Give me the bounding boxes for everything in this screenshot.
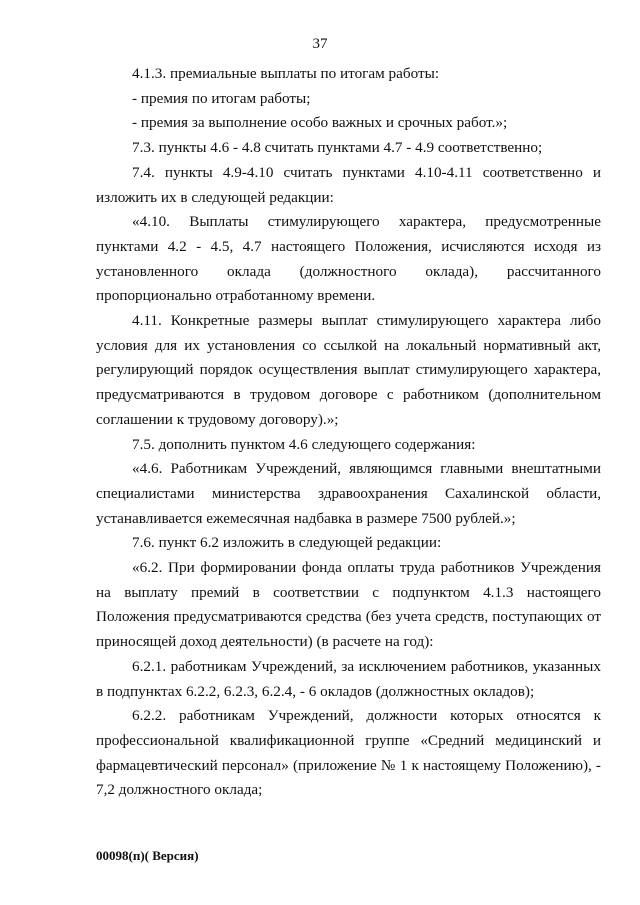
paragraph-7-4: 7.4. пункты 4.9-4.10 считать пунктами 4.10-4.11 соответственно и изложить их в следующей редакции: — [96, 163, 601, 206]
paragraph-4-10: «4.10. Выплаты стимулирующего характера, предусмотренные пунктами 4.2 - 4.5, 4.7 настоящего Положения, исчисляются исходя из установленного оклада (должностного оклада), рассчитанного пропорционально отработанному времени. — [96, 213, 601, 305]
paragraph-bonus-urgent: - премия за выполнение особо важных и срочных работ.»; — [132, 114, 508, 132]
paragraph-7-5: 7.5. дополнить пунктом 4.6 следующего содержания: — [132, 435, 476, 453]
paragraph-4-6: «4.6. Работникам Учреждений, являющимся главными внештатными специалистами министерства здравоохранения Сахалинской области, устанавливается ежемесячная надбавка в размере 7500 рублей.»; — [96, 460, 601, 527]
page-number: 37 — [312, 36, 328, 52]
paragraph-7-6: 7.6. пункт 6.2 изложить в следующей редакции: — [132, 534, 442, 552]
paragraph-6-2-1: 6.2.1. работникам Учреждений, за исключением работников, указанных в подпунктах 6.2.2, 6.2.3, 6.2.4, - 6 окладов (должностных окладов); — [96, 657, 601, 700]
paragraph-7-3: 7.3. пункты 4.6 - 4.8 считать пунктами 4.7 - 4.9 соответственно; — [132, 139, 543, 157]
paragraph-4-1-3: 4.1.3. премиальные выплаты по итогам работы: — [132, 65, 440, 82]
paragraph-bonus-results: - премия по итогам работы; — [132, 89, 311, 107]
paragraph-6-2-2: 6.2.2. работникам Учреждений, должности которых относятся к профессиональной квалификационной группе «Средний медицинский и фармацевтический персонал» (приложение № 1 к настоящему Положению), - 7,2 должностного оклада; — [96, 707, 601, 799]
document-version-code: 00098(п)( Версия) — [96, 848, 199, 863]
paragraph-4-11: 4.11. Конкретные размеры выплат стимулирующего характера либо условия для их установления со ссылкой на локальный нормативный акт, регулирующий порядок осуществления выплат стимулирующего характера, предусматриваются в трудовом договоре с работником (дополнительном соглашении к трудовому договору).»; — [96, 312, 601, 428]
document-body — [96, 62, 601, 803]
paragraph-6-2: «6.2. При формировании фонда оплаты труда работников Учреждения на выплату премий в соответствии с подпунктом 4.1.3 настоящего Положения предусматриваются средства (без учета средств, поступающих от приносящей доход деятельности) (в расчете на год): — [96, 559, 601, 651]
